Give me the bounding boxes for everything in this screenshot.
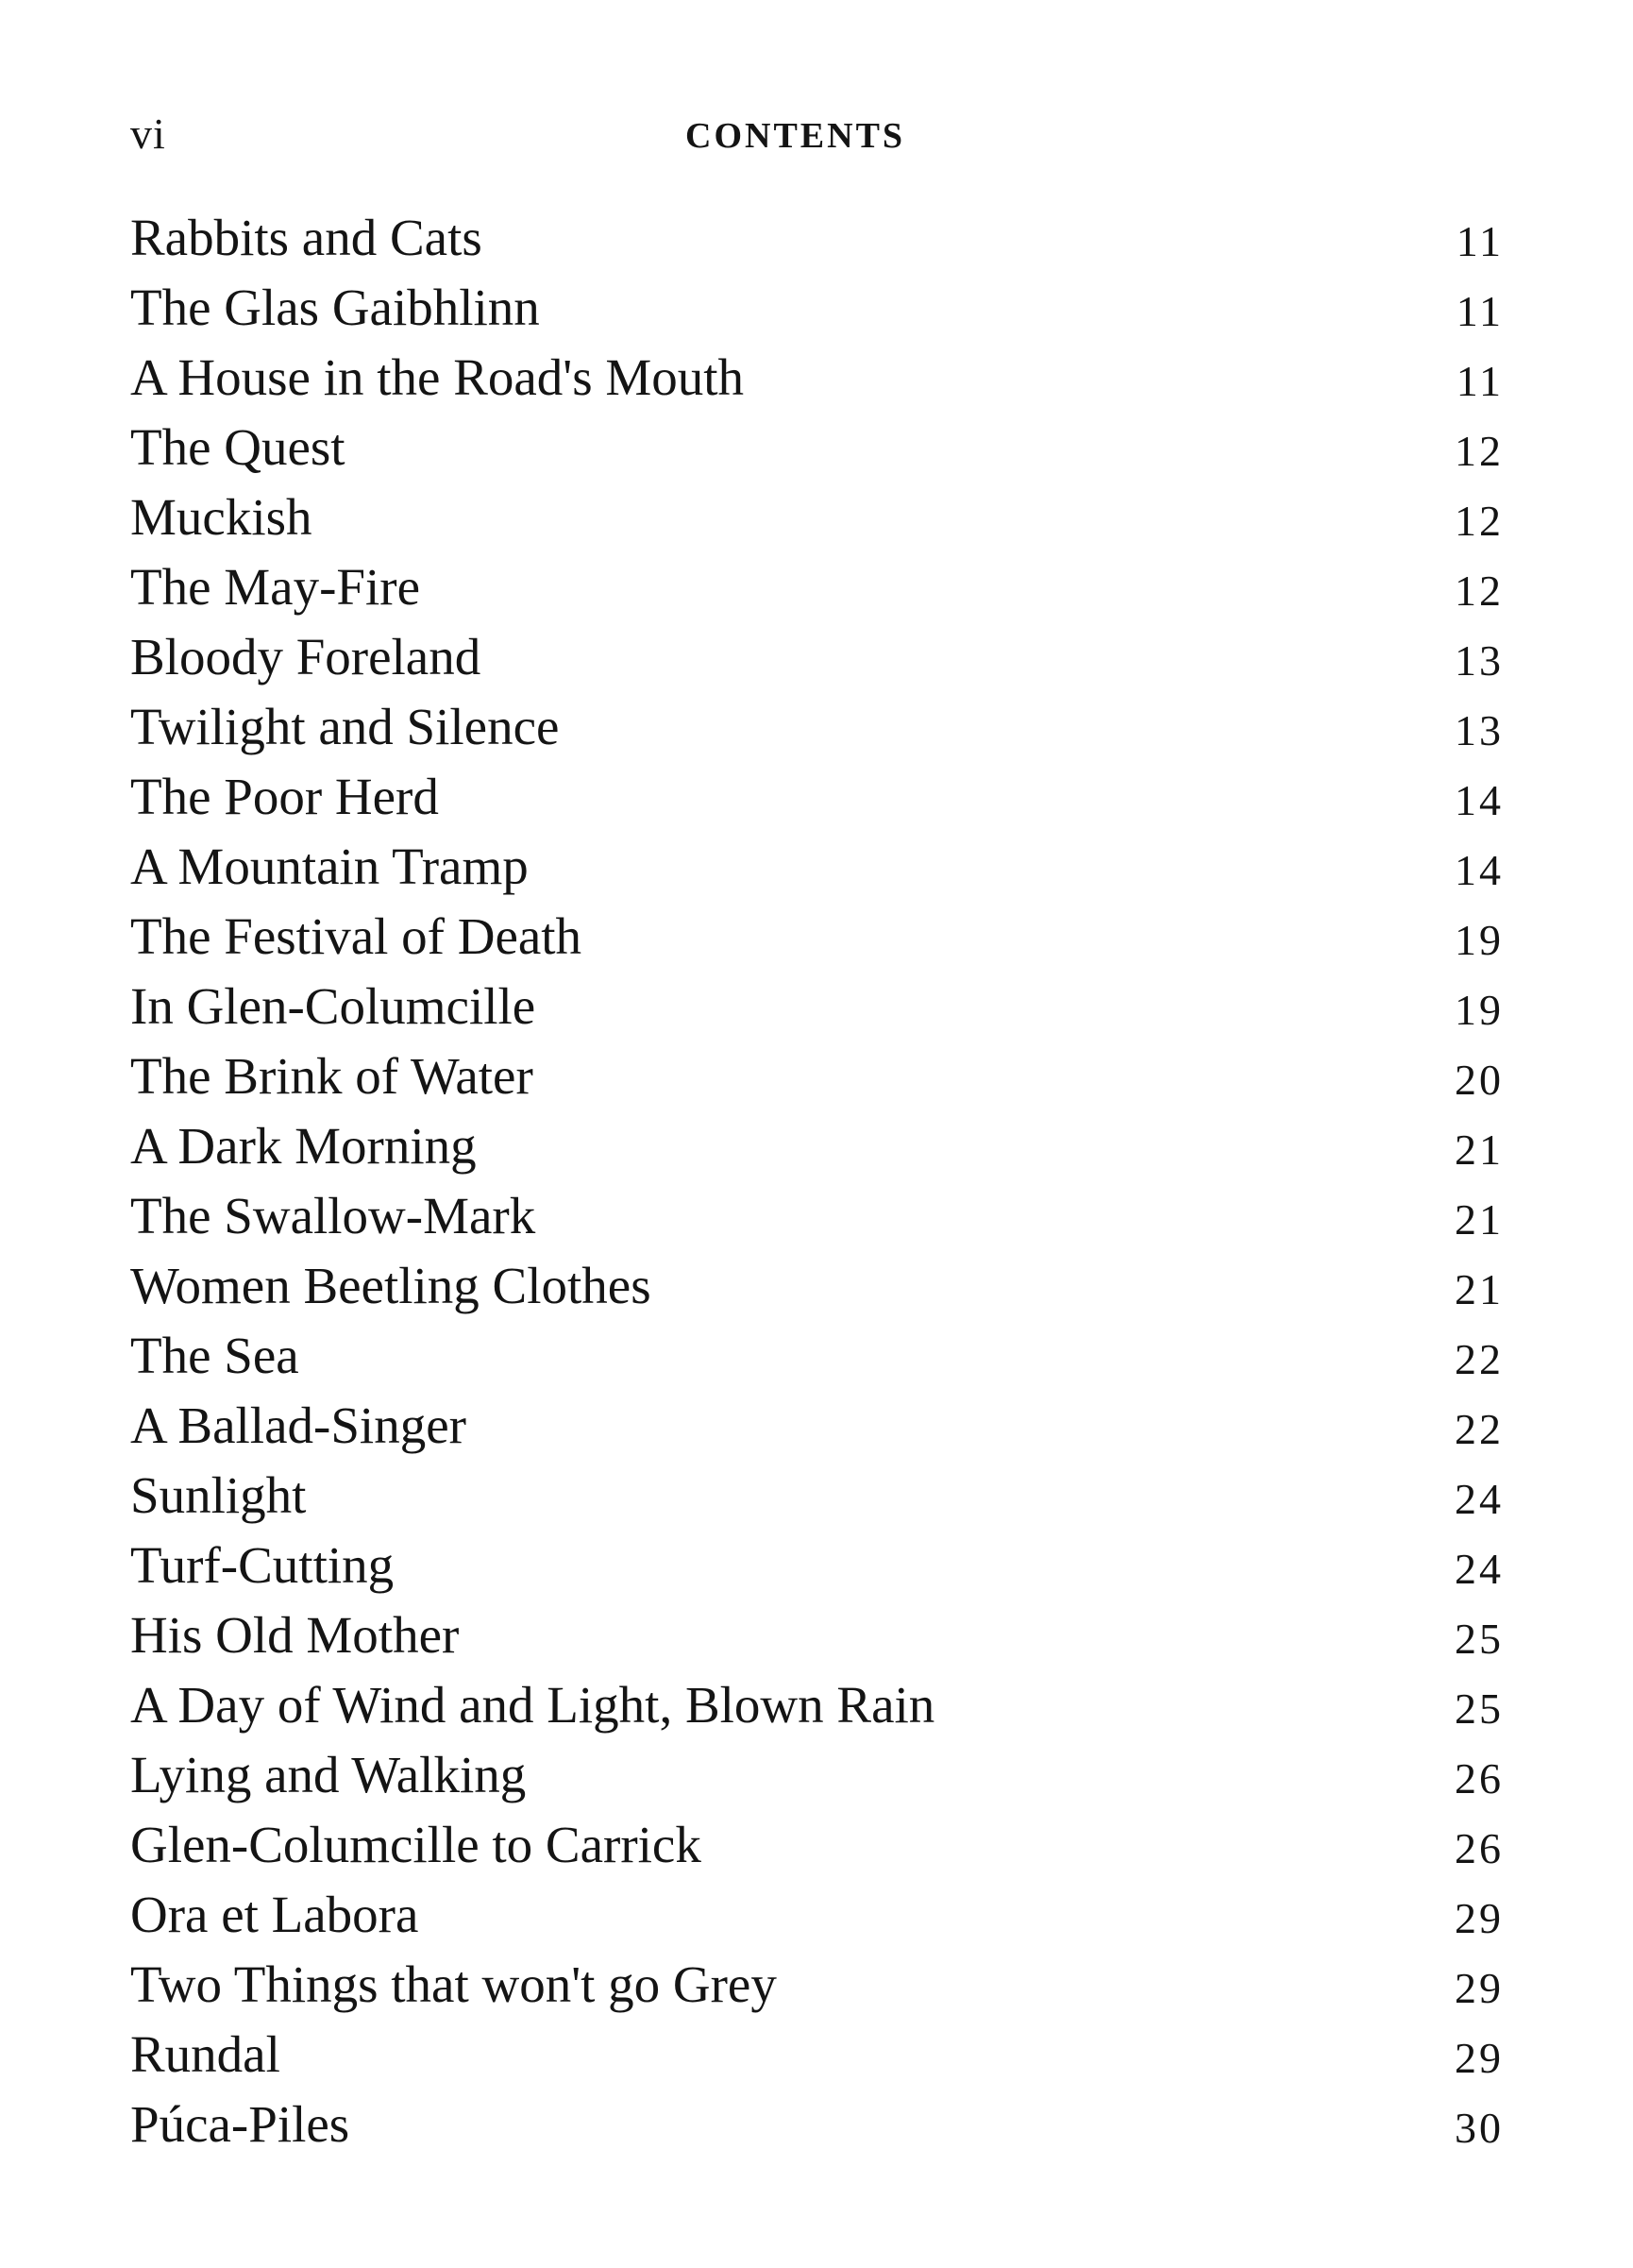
entry-title: Glen-Columcille to Carrick xyxy=(130,1816,701,1873)
entry-page-number: 22 xyxy=(1455,1335,1504,1383)
entry-title: The Festival of Death xyxy=(130,907,582,965)
entry-page-number: 12 xyxy=(1455,497,1504,545)
toc-entry xyxy=(130,692,1504,762)
entry-title: Lying and Walking xyxy=(130,1746,527,1803)
toc-entry xyxy=(130,1251,1504,1321)
toc-entry xyxy=(130,972,1504,1041)
entry-page-number: 12 xyxy=(1455,427,1504,475)
entry-title: A Mountain Tramp xyxy=(130,838,529,895)
toc-entry xyxy=(130,2090,1504,2159)
entry-title: Rabbits and Cats xyxy=(130,209,482,266)
toc-entry xyxy=(130,1600,1504,1670)
entry-page-number: 21 xyxy=(1455,1265,1504,1313)
entry-page-number: 19 xyxy=(1455,986,1504,1034)
entry-page-number: 24 xyxy=(1455,1475,1504,1523)
toc-entry xyxy=(130,1461,1504,1531)
toc-entry xyxy=(130,1880,1504,1950)
entry-page-number: 21 xyxy=(1455,1126,1504,1174)
entry-title: The Poor Herd xyxy=(130,768,439,825)
entry-title: A Ballad-Singer xyxy=(130,1396,466,1454)
entry-page-number: 14 xyxy=(1455,846,1504,894)
entry-title: Turf-Cutting xyxy=(130,1536,395,1594)
entry-page-number: 29 xyxy=(1455,1894,1504,1942)
toc-entry xyxy=(130,1181,1504,1251)
entry-page-number: 30 xyxy=(1455,2104,1504,2152)
entry-title: His Old Mother xyxy=(130,1606,460,1664)
toc-entry xyxy=(130,1531,1504,1600)
entry-page-number: 29 xyxy=(1455,1964,1504,2012)
entry-title: Bloody Foreland xyxy=(130,628,481,685)
entry-page-number: 21 xyxy=(1455,1195,1504,1244)
entry-title: The Sea xyxy=(130,1327,299,1384)
toc-entry xyxy=(130,762,1504,832)
toc-entry xyxy=(130,552,1504,622)
entry-title: The Brink of Water xyxy=(130,1047,533,1105)
toc-entry xyxy=(130,273,1504,343)
entry-page-number: 25 xyxy=(1455,1615,1504,1663)
entry-title: Ora et Labora xyxy=(130,1886,419,1943)
entry-title: Sunlight xyxy=(130,1466,307,1524)
entry-page-number: 22 xyxy=(1455,1405,1504,1453)
table-of-contents xyxy=(130,203,1504,2159)
entry-title: A Dark Morning xyxy=(130,1117,477,1175)
toc-entry xyxy=(130,1670,1504,1740)
entry-page-number: 26 xyxy=(1455,1754,1504,1803)
toc-entry xyxy=(130,343,1504,413)
entry-title: The Glas Gaibhlinn xyxy=(130,279,540,336)
toc-entry xyxy=(130,1391,1504,1461)
entry-title: The Quest xyxy=(130,418,345,476)
entry-title: Twilight and Silence xyxy=(130,698,560,755)
entry-page-number: 12 xyxy=(1455,567,1504,615)
entry-page-number: 24 xyxy=(1455,1545,1504,1593)
entry-title: Púca-Piles xyxy=(130,2095,350,2153)
toc-entry xyxy=(130,902,1504,972)
entry-page-number: 20 xyxy=(1455,1056,1504,1104)
entry-title: A House in the Road's Mouth xyxy=(130,348,745,406)
entry-page-number: 13 xyxy=(1455,636,1504,685)
toc-entry xyxy=(130,2020,1504,2090)
page-number: vi xyxy=(130,110,166,158)
toc-entry xyxy=(130,482,1504,552)
toc-entry xyxy=(130,622,1504,692)
entry-title: In Glen-Columcille xyxy=(130,977,536,1035)
entry-title: Women Beetling Clothes xyxy=(130,1257,651,1314)
toc-entry xyxy=(130,1041,1504,1111)
entry-title: A Day of Wind and Light, Blown Rain xyxy=(130,1676,935,1734)
toc-entry xyxy=(130,1740,1504,1810)
toc-entry xyxy=(130,1810,1504,1880)
entry-page-number: 11 xyxy=(1456,217,1504,265)
running-title: CONTENTS xyxy=(685,116,906,156)
running-head xyxy=(130,106,1518,162)
toc-entry xyxy=(130,1950,1504,2020)
entry-page-number: 25 xyxy=(1455,1684,1504,1733)
entry-page-number: 26 xyxy=(1455,1824,1504,1872)
entry-title: The Swallow-Mark xyxy=(130,1187,536,1244)
toc-entry xyxy=(130,1321,1504,1391)
entry-page-number: 14 xyxy=(1455,776,1504,824)
toc-entry xyxy=(130,203,1504,273)
entry-title: Muckish xyxy=(130,488,312,546)
entry-page-number: 11 xyxy=(1456,287,1504,335)
toc-entry xyxy=(130,1111,1504,1181)
entry-title: The May-Fire xyxy=(130,558,420,616)
entry-title: Rundal xyxy=(130,2025,280,2083)
entry-page-number: 19 xyxy=(1455,916,1504,964)
entry-title: Two Things that won't go Grey xyxy=(130,1955,777,2013)
toc-entry xyxy=(130,832,1504,902)
entry-page-number: 11 xyxy=(1456,357,1504,405)
toc-entry xyxy=(130,413,1504,482)
entry-page-number: 13 xyxy=(1455,706,1504,754)
entry-page-number: 29 xyxy=(1455,2034,1504,2082)
